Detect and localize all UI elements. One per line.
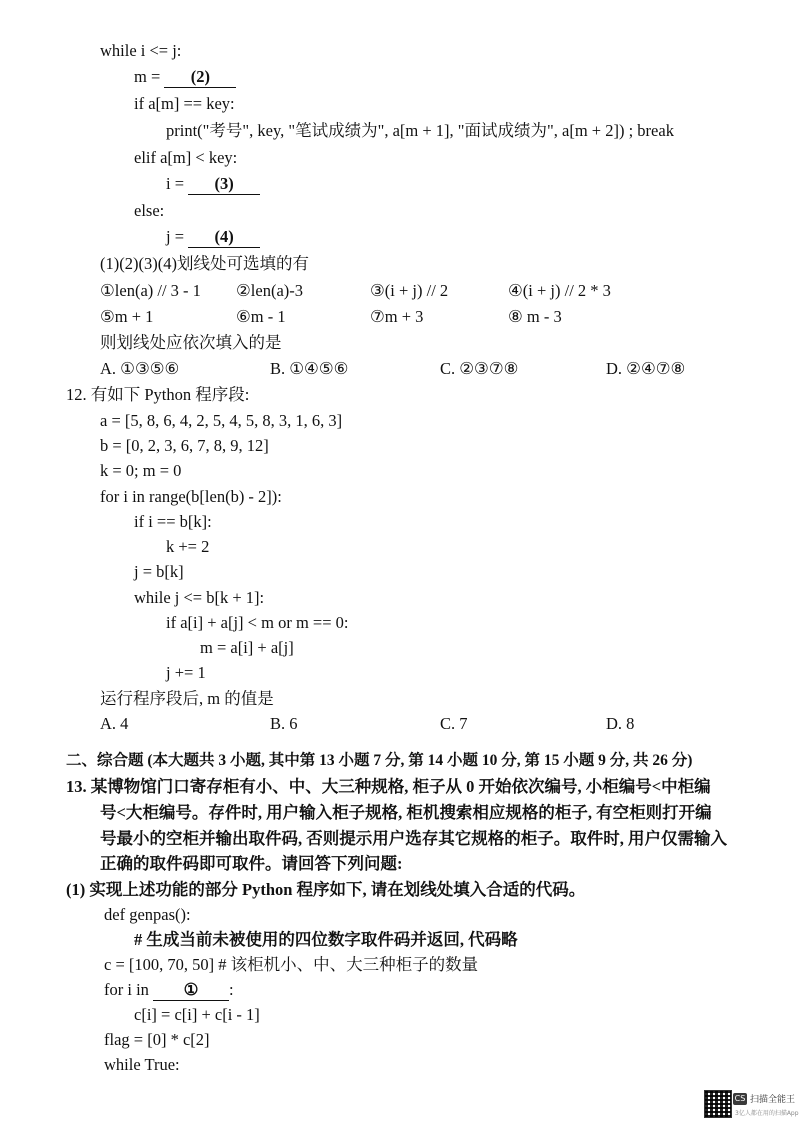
q12-choice-c: C. 7 xyxy=(440,714,468,733)
code-elif-line: elif a[m] < key: xyxy=(134,148,238,167)
code-i-assign-text: i = xyxy=(166,174,189,193)
q13-text-line: 号<大柜编号。存件时, 用户输入柜子规格, 柜机搜索相应规格的柜子, 有空柜则打开编 xyxy=(100,803,712,822)
q12-choice-a: A. 4 xyxy=(100,714,129,733)
q13-code-for-text: for i in xyxy=(104,980,154,999)
code-while-line: while i <= j: xyxy=(100,41,182,60)
q13-code-line: def genpas(): xyxy=(104,905,191,924)
q13-text-line: 正确的取件码即可取件。请回答下列问题: xyxy=(100,854,403,873)
q11-item-5: ⑤m + 1 xyxy=(100,307,154,326)
code-i-assign xyxy=(166,173,260,195)
q11-item-2: ②len(a)-3 xyxy=(236,281,304,300)
q11-prompt: (1)(2)(3)(4)划线处可选填的有 xyxy=(100,254,309,273)
q11-item-3: ③(i + j) // 2 xyxy=(370,281,449,300)
q13-text-line: 13. 某博物馆门口寄存柜有小、中、大三种规格, 柜子从 0 开始依次编号, 小柜编号<中柜编 xyxy=(66,777,711,796)
blank-2: (2) xyxy=(164,67,236,88)
scanner-logo-icon: CS xyxy=(734,1094,746,1103)
q11-choice-b: B. ①④⑤⑥ xyxy=(270,359,349,378)
q13-code-comment: # 生成当前未被使用的四位数字取件码并返回, 代码略 xyxy=(134,930,518,949)
blank-3: (3) xyxy=(188,174,260,195)
q11-item-7: ⑦m + 3 xyxy=(370,307,424,326)
blank-q13-1: ① xyxy=(153,980,229,1001)
q11-item-1: ①len(a) // 3 - 1 xyxy=(100,281,201,300)
q12-ask: 运行程序段后, m 的值是 xyxy=(100,689,274,708)
q12-code-line: b = [0, 2, 3, 6, 7, 8, 9, 12] xyxy=(100,436,269,455)
scanner-sub: 3亿人都在用的扫描App xyxy=(735,1110,799,1117)
scanner-name: 扫描全能王 xyxy=(750,1095,796,1105)
q13-code-line: flag = [0] * c[2] xyxy=(104,1030,210,1049)
code-print-line: print("考号", key, "笔试成绩为", a[m + 1], "面试成绩为", a[m + 2]) ; break xyxy=(166,121,674,140)
q11-item-6: ⑥m - 1 xyxy=(236,307,286,326)
code-if-line: if a[m] == key: xyxy=(134,94,235,113)
q12-code-line: j = b[k] xyxy=(134,562,184,581)
q12-code-line: k += 2 xyxy=(166,537,210,556)
q11-choice-d: D. ②④⑦⑧ xyxy=(606,359,686,378)
q13-code-line: c[i] = c[i] + c[i - 1] xyxy=(134,1005,260,1024)
q12-code-line: while j <= b[k + 1]: xyxy=(134,588,265,607)
q12-code-line: k = 0; m = 0 xyxy=(100,461,182,480)
q12-code-line: if i == b[k]: xyxy=(134,512,212,531)
q13-code-for-line xyxy=(104,979,234,1001)
q12-choice-b: B. 6 xyxy=(270,714,298,733)
q13-code-for-colon: : xyxy=(229,980,234,999)
q11-choice-c: C. ②③⑦⑧ xyxy=(440,359,519,378)
q12-code-line: if a[i] + a[j] < m or m == 0: xyxy=(166,613,349,632)
q13-text-line: 号最小的空柜并输出取件码, 否则提示用户选存其它规格的柜子。取件时, 用户仅需输入 xyxy=(100,829,727,848)
q12-title: 12. 有如下 Python 程序段: xyxy=(66,385,250,404)
q11-item-8: ⑧ m - 3 xyxy=(508,307,562,326)
section-heading: 二、综合题 (本大题共 3 小题, 其中第 13 小题 7 分, 第 14 小题 10 分, 第 15 小题 9 分, 共 26 分) xyxy=(66,752,693,769)
q12-code-line: a = [5, 8, 6, 4, 2, 5, 4, 5, 8, 3, 1, 6, 3] xyxy=(100,411,343,430)
q13-sub1: (1) 实现上述功能的部分 Python 程序如下, 请在划线处填入合适的代码。 xyxy=(66,880,586,899)
q12-code-line: m = a[i] + a[j] xyxy=(200,638,294,657)
q12-code-line: for i in range(b[len(b) - 2]): xyxy=(100,487,282,506)
code-else-line: else: xyxy=(134,201,165,220)
q12-code-line: j += 1 xyxy=(166,663,206,682)
code-m-assign-text: m = xyxy=(134,67,165,86)
q11-ask: 则划线处应依次填入的是 xyxy=(100,333,282,352)
blank-4: (4) xyxy=(188,227,260,248)
code-m-assign xyxy=(134,66,236,88)
q11-item-4: ④(i + j) // 2 * 3 xyxy=(508,281,611,300)
qr-code xyxy=(704,1090,732,1118)
q13-code-line: while True: xyxy=(104,1055,180,1074)
code-j-assign xyxy=(166,226,260,248)
q11-choice-a: A. ①③⑤⑥ xyxy=(100,359,180,378)
code-j-assign-text: j = xyxy=(166,227,189,246)
q13-code-line: c = [100, 70, 50] # 该柜机小、中、大三种柜子的数量 xyxy=(104,955,479,974)
q12-choice-d: D. 8 xyxy=(606,714,635,733)
